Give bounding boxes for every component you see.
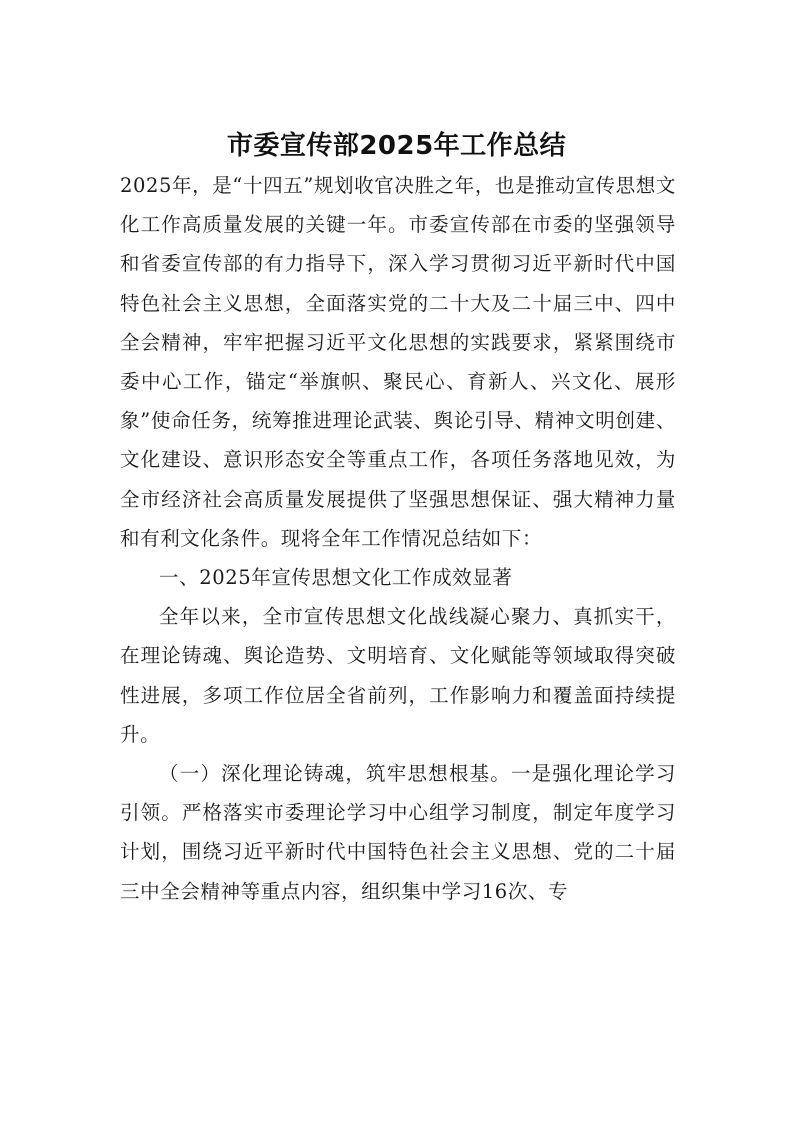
intro-paragraph: 2025年，是“十四五”规划收官决胜之年，也是推动宣传思想文化工作高质量发展的关键一年。市委宣传部在市委的坚强领导和省委宣传部的有力指导下，深入学习贯彻习近平新时代中国特色社会主义思想，全面落实党的二十大及二十届三中、四中全会精神，牢牢把握习近平文化思想的实践要求，紧紧围绕市委中心工作，锚定“举旗帜、聚民心、育新人、兴文化、展形象”使命任务，统筹推进理论武装、舆论引导、精神文明创建、文化建设、意识形态安全等重点工作，各项任务落地见效，为全市经济社会高质量发展提供了坚强思想保证、强大精神力量和有利文化条件。现将全年工作情况总结如下：: [120, 174, 676, 550]
section-heading: 一、2025年宣传思想文化工作成效显著: [159, 566, 513, 590]
document-body: [120, 166, 676, 911]
theory-paragraph: （一）深化理论铸魂，筑牢思想根基。一是强化理论学习引领。严格落实市委理论学习中心组学习制度，制定年度学习计划，围绕习近平新时代中国特色社会主义思想、党的二十届三中全会精神等重点内容，组织集中学习16次、专: [120, 762, 676, 903]
summary-paragraph: 全年以来，全市宣传思想文化战线凝心聚力、真抓实干，在理论铸魂、舆论造势、文明培育、文化赋能等领域取得突破性进展，多项工作位居全省前列，工作影响力和覆盖面持续提升。: [120, 605, 676, 746]
document-title: 市委宣传部2025年工作总结: [226, 131, 567, 161]
